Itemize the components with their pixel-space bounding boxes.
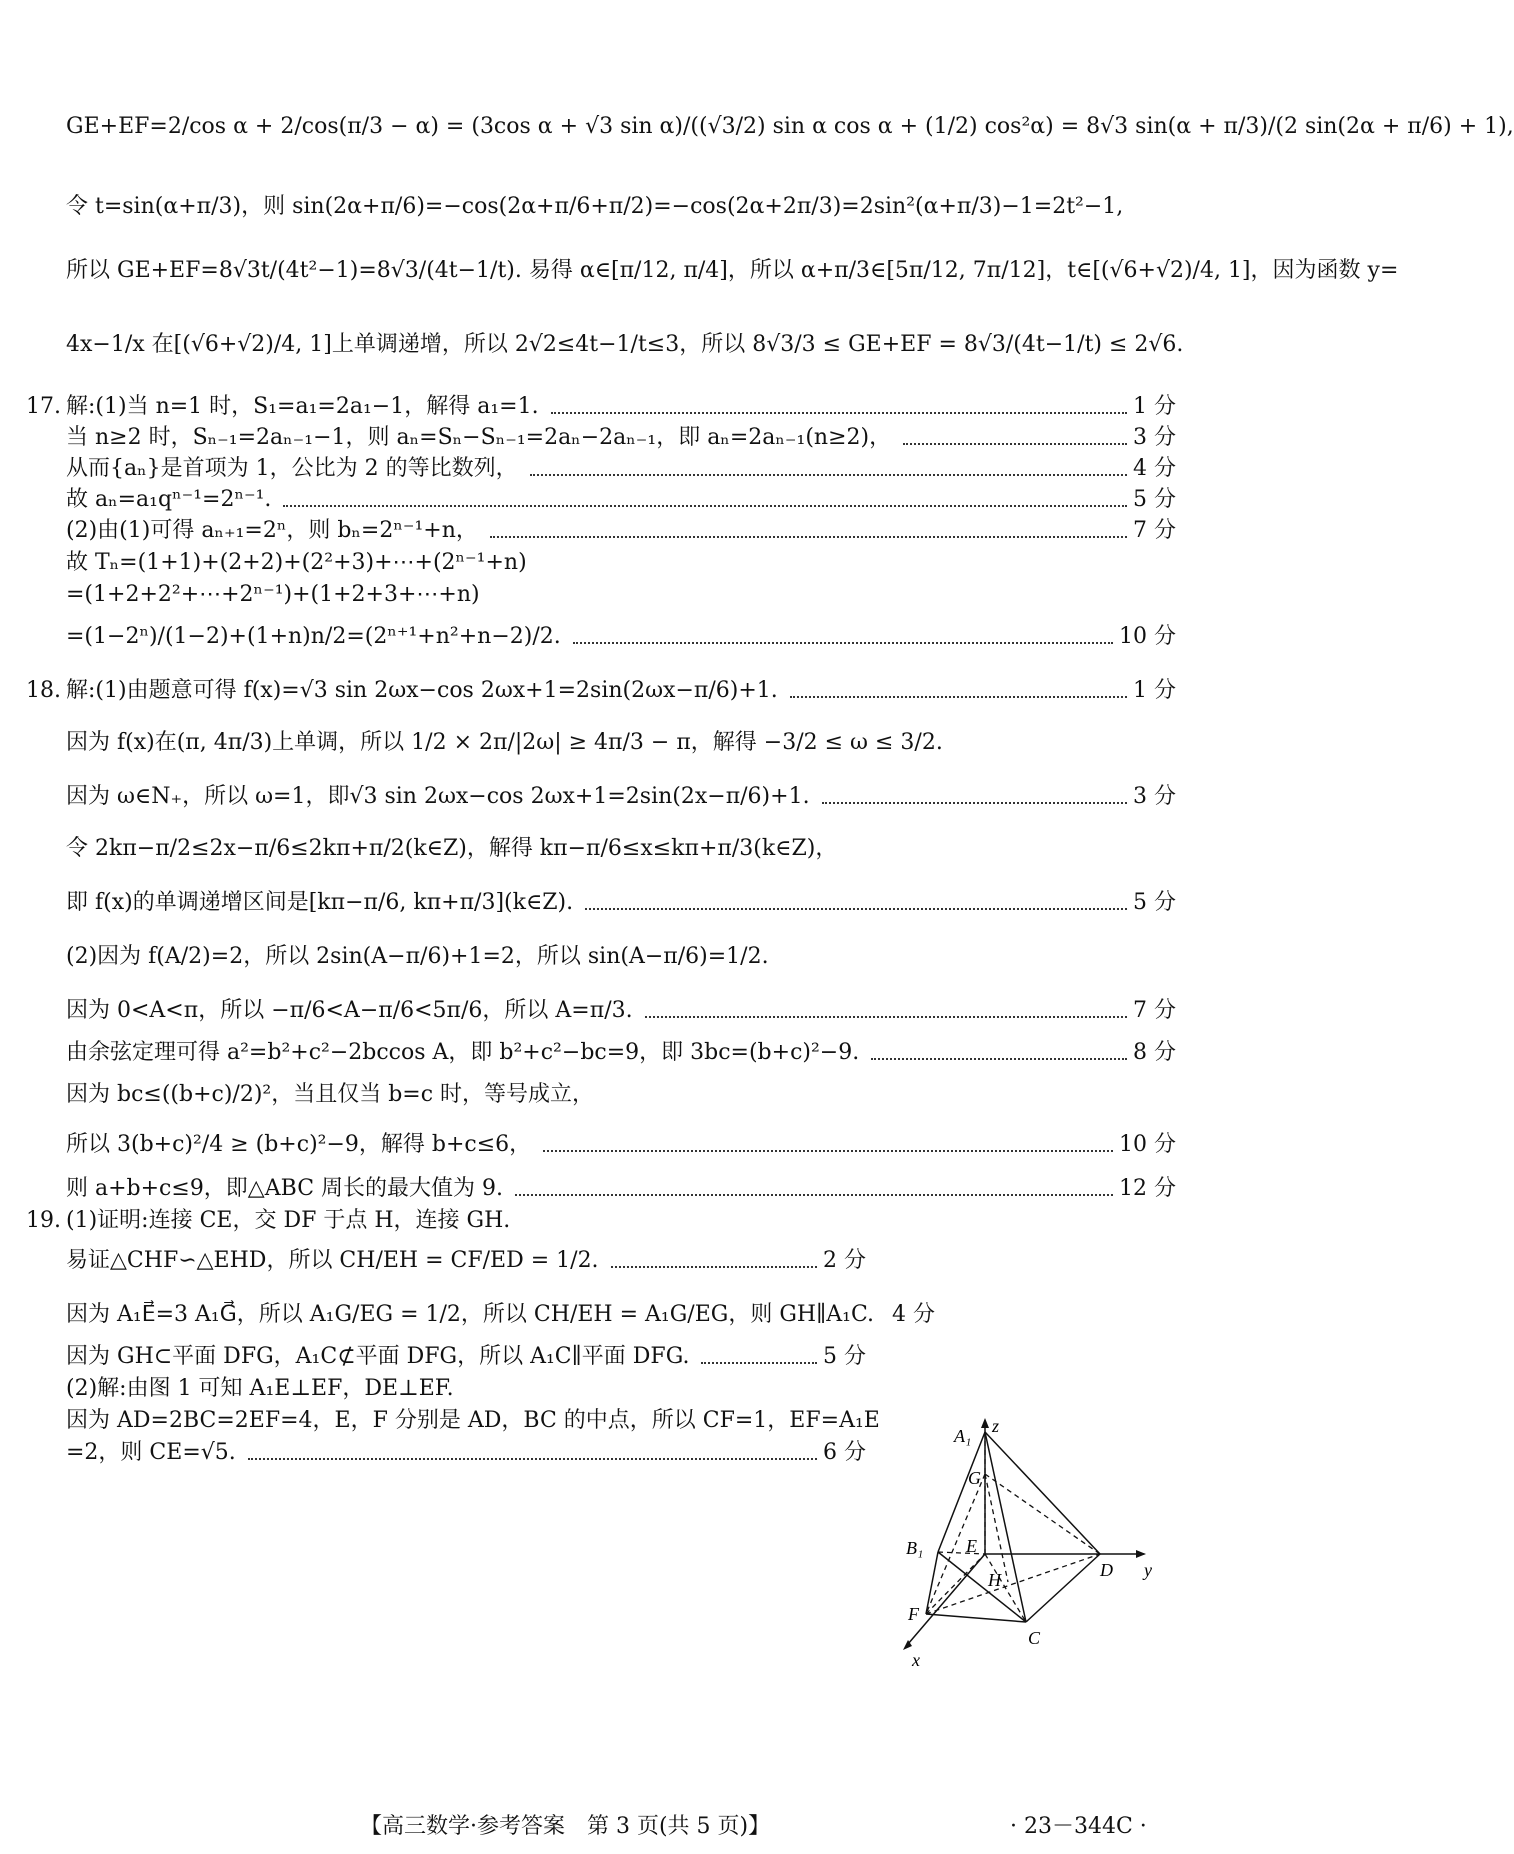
q18-line — [66, 888, 1176, 918]
leader-dots — [530, 474, 1127, 476]
axis-label-z: z — [992, 1416, 1000, 1436]
q18-line-text: 由余弦定理可得 a²=b²+c²−2bccos A，即 b²+c²−bc=9，即 3bc=(b+c)²−9. — [66, 1040, 860, 1065]
q17-line — [66, 392, 1176, 422]
q18-line-text: 令 2kπ−π/2≤2x−π/6≤2kπ+π/2(k∈Z)，解得 kπ−π/6≤x≤kπ+π/3(k∈Z)， — [66, 836, 838, 861]
q17-line-text: =(1−2ⁿ)/(1−2)+(1+n)n/2=(2ⁿ⁺¹+n²+n−2)/2. — [66, 624, 561, 649]
pyramid-diagram — [888, 1414, 1158, 1704]
q17-line-text: 从而{aₙ}是首项为 1，公比为 2 的等比数列， — [66, 456, 518, 481]
leader-dots — [515, 1194, 1113, 1196]
leader-dots — [283, 505, 1127, 507]
score-label: 7 分 — [1133, 998, 1176, 1023]
q19-line-text: (2)解:由图 1 可知 A₁E⊥EF，DE⊥EF. — [66, 1376, 454, 1401]
z-axis-arrow — [981, 1418, 989, 1428]
q17-line-text: =(1+2+2²+⋯+2ⁿ⁻¹)+(1+2+3+⋯+n) — [66, 582, 480, 607]
leader-dots — [573, 642, 1113, 644]
axis-label-x: x — [912, 1650, 920, 1670]
leader-dots — [903, 443, 1127, 445]
q18-line — [66, 1130, 1176, 1160]
q17-line-text: 故 Tₙ=(1+1)+(2+2)+(2²+3)+⋯+(2ⁿ⁻¹+n) — [66, 550, 527, 575]
edge-b1-f — [926, 1552, 938, 1614]
point-label-d: D — [1100, 1560, 1113, 1580]
leader-dots — [490, 536, 1127, 538]
q18-line-text: 因为 bc≤((b+c)/2)²，当且仅当 b=c 时，等号成立， — [66, 1082, 595, 1107]
edge-c-d — [1026, 1554, 1100, 1622]
score-label: 5 分 — [1133, 890, 1176, 915]
score-label: 12 分 — [1119, 1176, 1176, 1201]
q18-line-text: 解:(1)由题意可得 f(x)=√3 sin 2ωx−cos 2ωx+1=2sin(2ωx−π/6)+1. — [66, 678, 778, 703]
point-label-f: F — [908, 1604, 919, 1624]
q17-line — [66, 516, 1176, 546]
continuation-line-3: 所以 GE+EF=8√3t/(4t²−1)=8√3/(4t−1/t). 易得 α∈[π/12, π/4]，所以 α+π/3∈[5π/12, 7π/12]，t∈[(√6+√2)/4, 1]，因为函数 y= — [66, 258, 1399, 283]
point-label-b1: B₁ — [906, 1538, 924, 1558]
q19-line-text: 因为 AD=2BC=2EF=4，E，F 分别是 AD，BC 的中点，所以 CF=1，EF=A₁E — [66, 1408, 880, 1433]
point-label-e: E — [966, 1536, 977, 1556]
q18-line-text: 因为 0<A<π，所以 −π/6<A−π/6<5π/6，所以 A=π/3. — [66, 998, 633, 1023]
q17-line-text: 故 aₙ=a₁qⁿ⁻¹=2ⁿ⁻¹. — [66, 487, 272, 512]
q19-line — [66, 1438, 866, 1468]
question-18-number: 18. — [26, 678, 61, 703]
q19-line — [66, 1342, 866, 1372]
footer-page-info: 【高三数学·参考答案 第 3 页(共 5 页)】 — [360, 1814, 771, 1839]
score-label: 5 分 — [1133, 487, 1176, 512]
score-label: 4 分 — [1133, 456, 1176, 481]
q18-line — [66, 1038, 1176, 1068]
point-label-g: G — [968, 1468, 981, 1488]
footer-code: · 23－344C · — [1010, 1814, 1147, 1839]
q18-line — [66, 676, 1176, 706]
point-label-h: H — [988, 1570, 1001, 1590]
q18-line-text: 所以 3(b+c)²/4 ≥ (b+c)²−9，解得 b+c≤6， — [66, 1132, 532, 1157]
q19-line — [66, 1246, 866, 1276]
score-label: 10 分 — [1119, 1132, 1176, 1157]
score-label: 3 分 — [1133, 784, 1176, 809]
q17-line — [66, 622, 1176, 652]
question-19-number: 19. — [26, 1208, 61, 1233]
q18-line — [66, 996, 1176, 1026]
leader-dots — [822, 802, 1127, 804]
y-axis-arrow — [1136, 1550, 1146, 1558]
continuation-line-1: GE+EF=2/cos α + 2/cos(π/3 − α) = (3cos α + √3 sin α)/((√3/2) sin α cos α + (1/2) cos²α) = 8√3 sin(α + π/3)/(2 sin(2α + π/6) + 1), — [66, 114, 1514, 139]
score-label: 6 分 — [823, 1440, 866, 1465]
q18-line — [66, 1174, 1176, 1204]
leader-dots — [543, 1150, 1113, 1152]
q18-line — [66, 782, 1176, 812]
leader-dots — [790, 696, 1127, 698]
q17-line-text: 当 n≥2 时，Sₙ₋₁=2aₙ₋₁−1，则 aₙ=Sₙ−Sₙ₋₁=2aₙ−2aₙ₋₁，即 aₙ=2aₙ₋₁(n≥2)， — [66, 425, 892, 450]
leader-dots — [871, 1058, 1127, 1060]
q18-line-text: (2)因为 f(A/2)=2，所以 2sin(A−π/6)+1=2，所以 sin(A−π/6)=1/2. — [66, 944, 769, 969]
q19-line-text: =2，则 CE=√5. — [66, 1440, 236, 1465]
q17-line — [66, 454, 1176, 484]
q19-line-text: 因为 GH⊂平面 DFG，A₁C⊄平面 DFG，所以 A₁C∥平面 DFG. — [66, 1344, 690, 1369]
q17-line-text: (2)由(1)可得 aₙ₊₁=2ⁿ，则 bₙ=2ⁿ⁻¹+n， — [66, 518, 478, 543]
x-axis — [908, 1554, 985, 1644]
score-label: 4 分 — [892, 1302, 936, 1327]
point-label-c: C — [1028, 1628, 1041, 1648]
score-label: 1 分 — [1133, 394, 1176, 419]
score-label: 10 分 — [1119, 624, 1176, 649]
leader-dots — [611, 1266, 817, 1268]
score-label: 7 分 — [1133, 518, 1176, 543]
score-label: 3 分 — [1133, 425, 1176, 450]
edge-a1-d — [985, 1432, 1100, 1554]
continuation-line-4: 4x−1/x 在[(√6+√2)/4, 1]上单调递增，所以 2√2≤4t−1/t≤3，所以 8√3/3 ≤ GE+EF = 8√3/(4t−1/t) ≤ 2√6. — [66, 332, 1184, 357]
q18-line-text: 因为 f(x)在(π, 4π/3)上单调，所以 1/2 × 2π/|2ω| ≥ 4π/3 − π，解得 −3/2 ≤ ω ≤ 3/2. — [66, 730, 943, 755]
q17-line-text: 解:(1)当 n=1 时，S₁=a₁=2a₁−1，解得 a₁=1. — [66, 394, 539, 419]
q18-line-text: 即 f(x)的单调递增区间是[kπ−π/6, kπ+π/3](k∈Z). — [66, 890, 574, 915]
leader-dots — [585, 908, 1127, 910]
score-label: 5 分 — [823, 1344, 866, 1369]
q18-line-text: 则 a+b+c≤9，即△ABC 周长的最大值为 9. — [66, 1176, 504, 1201]
score-label: 2 分 — [823, 1248, 866, 1273]
leader-dots — [551, 412, 1127, 414]
leader-dots — [645, 1016, 1127, 1018]
q19-line-text: (1)证明:连接 CE，交 DF 于点 H，连接 GH. — [66, 1208, 511, 1233]
q19-line — [66, 1300, 936, 1330]
leader-dots — [701, 1362, 817, 1364]
q19-line-text: 因为 A₁E⃗=3 A₁G⃗，所以 A₁G/EG = 1/2，所以 CH/EH = A₁G/EG，则 GH∥A₁C. — [66, 1302, 875, 1327]
edge-f-c — [926, 1614, 1026, 1622]
axis-label-y: y — [1144, 1560, 1152, 1580]
score-label: 8 分 — [1133, 1040, 1176, 1065]
q17-line — [66, 485, 1176, 515]
continuation-line-2: 令 t=sin(α+π/3)，则 sin(2α+π/6)=−cos(2α+π/6+π/2)=−cos(2α+2π/3)=2sin²(α+π/3)−1=2t²−1, — [66, 194, 1124, 219]
score-label: 1 分 — [1133, 678, 1176, 703]
q18-line-text: 因为 ω∈N₊，所以 ω=1，即√3 sin 2ωx−cos 2ωx+1=2sin(2x−π/6)+1. — [66, 784, 810, 809]
leader-dots — [248, 1458, 817, 1460]
question-17-number: 17. — [26, 394, 61, 419]
q17-line — [66, 423, 1176, 453]
point-label-a1: A₁ — [954, 1426, 972, 1446]
q19-line-text: 易证△CHF∽△EHD，所以 CH/EH = CF/ED = 1/2. — [66, 1248, 599, 1273]
